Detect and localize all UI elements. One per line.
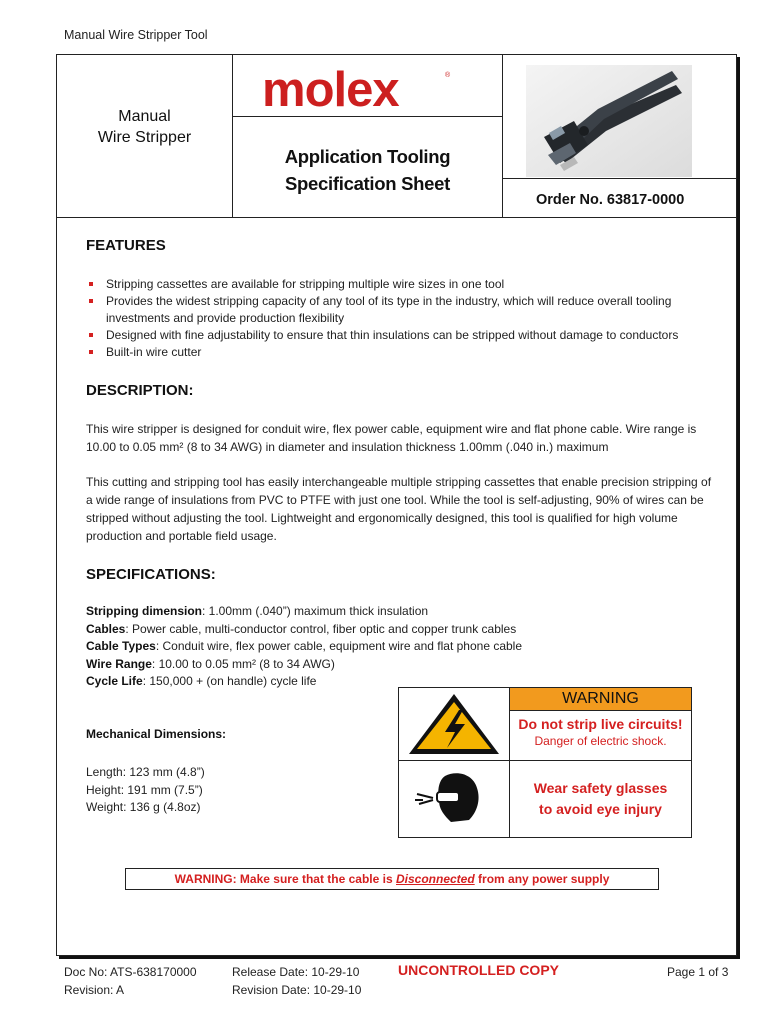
spec-row-cable-types: Cable Types: Conduit wire, flex power cable, equipment wire and flat phone cable [86,639,523,654]
feature-item: Built-in wire cutter [88,344,718,361]
sheet-title-line2: Specification Sheet [285,173,450,194]
description-heading: DESCRIPTION: [86,382,194,399]
description-paragraph-2: This cutting and stripping tool has easily interchangeable multiple stripping cassettes that enable precision stripping of a wide range of insulations from PVC to PTFE with just one tool. While the tool is self-adjusting, 90% of wires can be stripped without adjusting the tool. Lightweight and ergonomically designed, this tool is qualified for high volume production and portable field usage. [86,475,712,543]
live-circuit-warning-sub: Danger of electric shock. [534,734,667,748]
sheet-title-line1: Application Tooling [284,146,451,167]
header-table [57,55,736,218]
product-name-line2: Wire Stripper [97,129,192,146]
safety-glasses-warning [510,761,691,837]
specifications-heading: SPECIFICATIONS: [86,566,216,583]
dimension-length: Length: 123 mm (4.8”) [86,765,205,779]
feature-item: Stripping cassettes are available for stripping multiple wire sizes in one tool [88,276,718,293]
product-name [57,55,233,217]
warning-header: WARNING [510,688,691,711]
title-cell [233,55,503,217]
spec-row-cables: Cables: Power cable, multi-conductor control, fiber optic and copper trunk cables [86,621,517,636]
disconnect-warning-suffix: from any power supply [474,872,610,886]
dimension-height: Height: 191 mm (7.5”) [86,782,203,797]
spec-row-wire-range: Wire Range: 10.00 to 0.05 mm² (8 to 34 AWG) [86,656,335,671]
uncontrolled-copy-label: UNCONTROLLED COPY [398,962,559,978]
order-number: Order No. 63817-0000 [536,192,685,208]
safety-warning-table [398,687,692,838]
footer-revision-date: Revision Date: 10-29-10 [232,983,362,997]
page-header-title: Manual Wire Stripper Tool [64,28,208,42]
mechanical-dimensions-heading: Mechanical Dimensions: [86,727,227,741]
features-list [88,276,718,361]
footer-page-number: Page 1 of 3 [667,965,729,979]
footer-revision: Revision: A [64,983,125,997]
molex-logo: molex [262,63,399,117]
product-name-line1: Manual [118,108,171,125]
live-circuit-warning [510,711,691,761]
electric-shock-cell [399,688,510,761]
wire-stripper-photo [526,65,692,177]
disconnect-warning-prefix: WARNING: Make sure that the cable is [174,872,396,886]
footer-release-date: Release Date: 10-29-10 [232,965,360,979]
specifications-list [86,603,522,691]
eye-protection-cell [399,760,510,837]
spec-row-stripping-dimension: Stripping dimension: 1.00mm (.040”) maximum thick insulation [86,604,429,618]
disconnect-warning-emphasis: Disconnected [396,872,475,886]
safety-glasses-warning-line1: Wear safety glasses [533,780,668,796]
feature-item: Provides the widest stripping capacity of any tool of its type in the industry, which will reduce overall tooling investments and provide production flexibility [88,293,718,327]
high-voltage-icon [399,688,509,760]
footer-doc-info [64,963,197,999]
safety-glasses-icon [399,760,509,837]
safety-glasses-warning-line2: to avoid eye injury [539,801,662,817]
product-image-cell [502,55,736,217]
order-divider [502,178,736,179]
footer-doc-no: Doc No: ATS-638170000 [64,965,197,979]
spec-row-cycle-life: Cycle Life: 150,000 + (on handle) cycle life [86,674,317,689]
mechanical-dimensions [86,764,205,817]
disconnect-warning-box [125,868,659,890]
logo-cell [233,55,502,117]
dimension-weight: Weight: 136 g (4.8oz) [86,800,201,814]
live-circuit-warning-main: Do not strip live circuits! [518,716,683,732]
logo-registered-mark: ® [445,72,451,79]
description-paragraph-1: This wire stripper is designed for conduit wire, flex power cable, equipment wire and flat phone cable. Wire range is 10.00 to 0.05 mm² (8 to 34 AWG) in diameter and insulation thickness 1.00mm (.040 in.) maximum [86,422,697,454]
sheet-title [233,143,502,197]
features-heading: FEATURES [86,237,166,254]
feature-item: Designed with fine adjustability to ensure that thin insulations can be stripped without damage to conductors [88,327,718,344]
footer-dates [232,963,361,999]
